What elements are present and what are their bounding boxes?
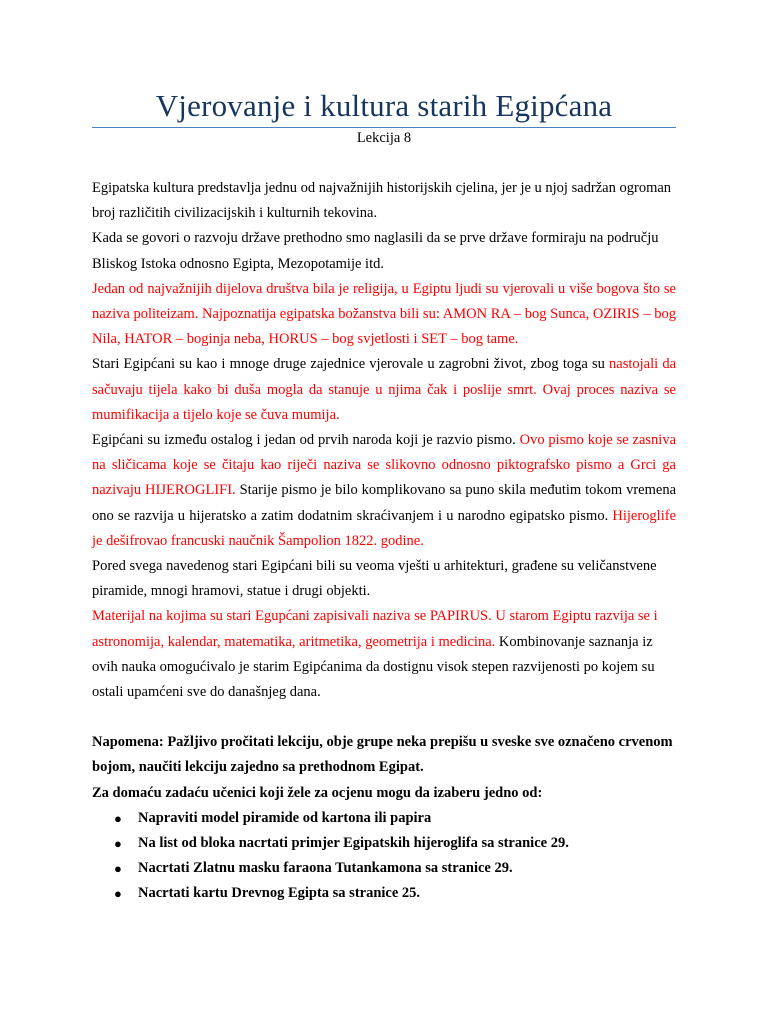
- writing-highlight-1: Ovo pismo koje se zasniva na sličicama koje se čitaju kao riječi naziva se slikovno odnosno piktografsko pismo a Grci ga nazivaju HIJEROGLIFI.: [92, 432, 677, 499]
- paragraph-writing: [92, 428, 676, 554]
- writing-text-2: Starije pismo je bilo komplikovano sa puno skila međutim tokom vremena ono se razvija u hijeratsko a zatim dodatnim skraćivanjem i u narodno egipatsko pismo.: [92, 482, 676, 524]
- note-paragraph: Napomena: Pažljivo pročitati lekciju, obje grupe neka prepišu u sveske sve označeno crvenom bojom, naučiti lekciju zajedno sa prethodnom Egipat.: [92, 734, 673, 776]
- papyrus-text: Kombinovanje saznanja iz ovih nauka omogućivalo je starim Egipćanima da dostignu visok stepen razvijenosti po kojem su ostali upamćeni sve do današnjeg dana.: [92, 633, 655, 701]
- page-title: Vjerovanje i kultura starih Egipćana: [155, 88, 613, 123]
- lesson-body: [92, 176, 676, 907]
- afterlife-highlight: nastojali da sačuvaju tijela kako bi duša mogla da stanuje u njima čak i poslije smrt. Ovaj proces naziva se mumifikacija a tijelo koje se čuva mumija.: [92, 356, 677, 423]
- writing-text-1: Egipćani su između ostalog i jedan od prvih naroda koji je razvio pismo.: [92, 432, 516, 449]
- task-label: Napraviti model piramide od kartona ili papira: [138, 809, 432, 826]
- paragraph-afterlife: [92, 352, 676, 428]
- bullet-icon: ●: [114, 836, 122, 852]
- papyrus-highlight: Materijal na kojima su stari Egupćani zapisivali naziva se PAPIRUS. U starom Egiptu razvija se i astronomija, kalendar, matematika, aritmetika, geometrija i medicina.: [92, 608, 658, 650]
- paragraph-state: Kada se govori o razvoju države prethodno smo naglasili da se prve države formiraju na području Bliskog Istoka odnosno Egipta, Mezopotamije itd.: [92, 230, 659, 272]
- homework-task-list: [92, 806, 676, 907]
- bullet-icon: ●: [114, 810, 122, 826]
- task-label: Nacrtati Zlatnu masku faraona Tutankamona sa stranice 29.: [138, 860, 513, 877]
- homework-task: [92, 856, 676, 881]
- bullet-icon: ●: [114, 886, 122, 902]
- task-label: Na list od bloka nacrtati primjer Egipatskih hijeroglifa sa stranice 29.: [138, 835, 569, 852]
- writing-highlight-2: Hijeroglife je dešifrovao francuski naučnik Šampolion 1822. godine.: [92, 507, 677, 549]
- paragraph-papyrus: [92, 604, 676, 705]
- paragraph-intro: Egipatska kultura predstavlja jednu od najvažnijih historijskih cjelina, jer je u njoj sadržan ogroman broj različitih civilizacijskih i kulturnih tekovina.: [92, 180, 672, 222]
- title-underline: [92, 127, 676, 128]
- homework-task: [92, 831, 676, 856]
- afterlife-text: Stari Egipćani su kao i mnoge druge zajednice vjerovale u zagrobni život, zbog toga su: [92, 356, 605, 373]
- bullet-icon: ●: [114, 861, 122, 877]
- paragraph-religion: Jedan od najvažnijih dijelova društva bila je religija, u Egiptu ljudi su vjerovali u više bogova što se naziva politeizam. Najpoznatija egipatska božanstva bili su: AMON RA – bog Sunca, OZIRIS – bog Nila, HATOR – boginja neba, HORUS – bog svjetlosti i SET – bog tame.: [92, 280, 676, 348]
- spacer: [92, 705, 676, 730]
- homework-task: [92, 881, 676, 906]
- task-label: Nacrtati kartu Drevnog Egipta sa stranice 25.: [138, 885, 421, 902]
- lesson-subtitle: Lekcija 8: [356, 130, 412, 146]
- homework-task: [92, 806, 676, 831]
- paragraph-architecture: Pored svega navedenog stari Egipćani bili su veoma vješti u arhitekturi, građene su veličanstvene piramide, mnogi hramovi, statue i drugi objekti.: [92, 558, 657, 600]
- homework-intro: Za domaću zadaću učenici koji žele za ocjenu mogu da izaberu jedno od:: [92, 784, 543, 801]
